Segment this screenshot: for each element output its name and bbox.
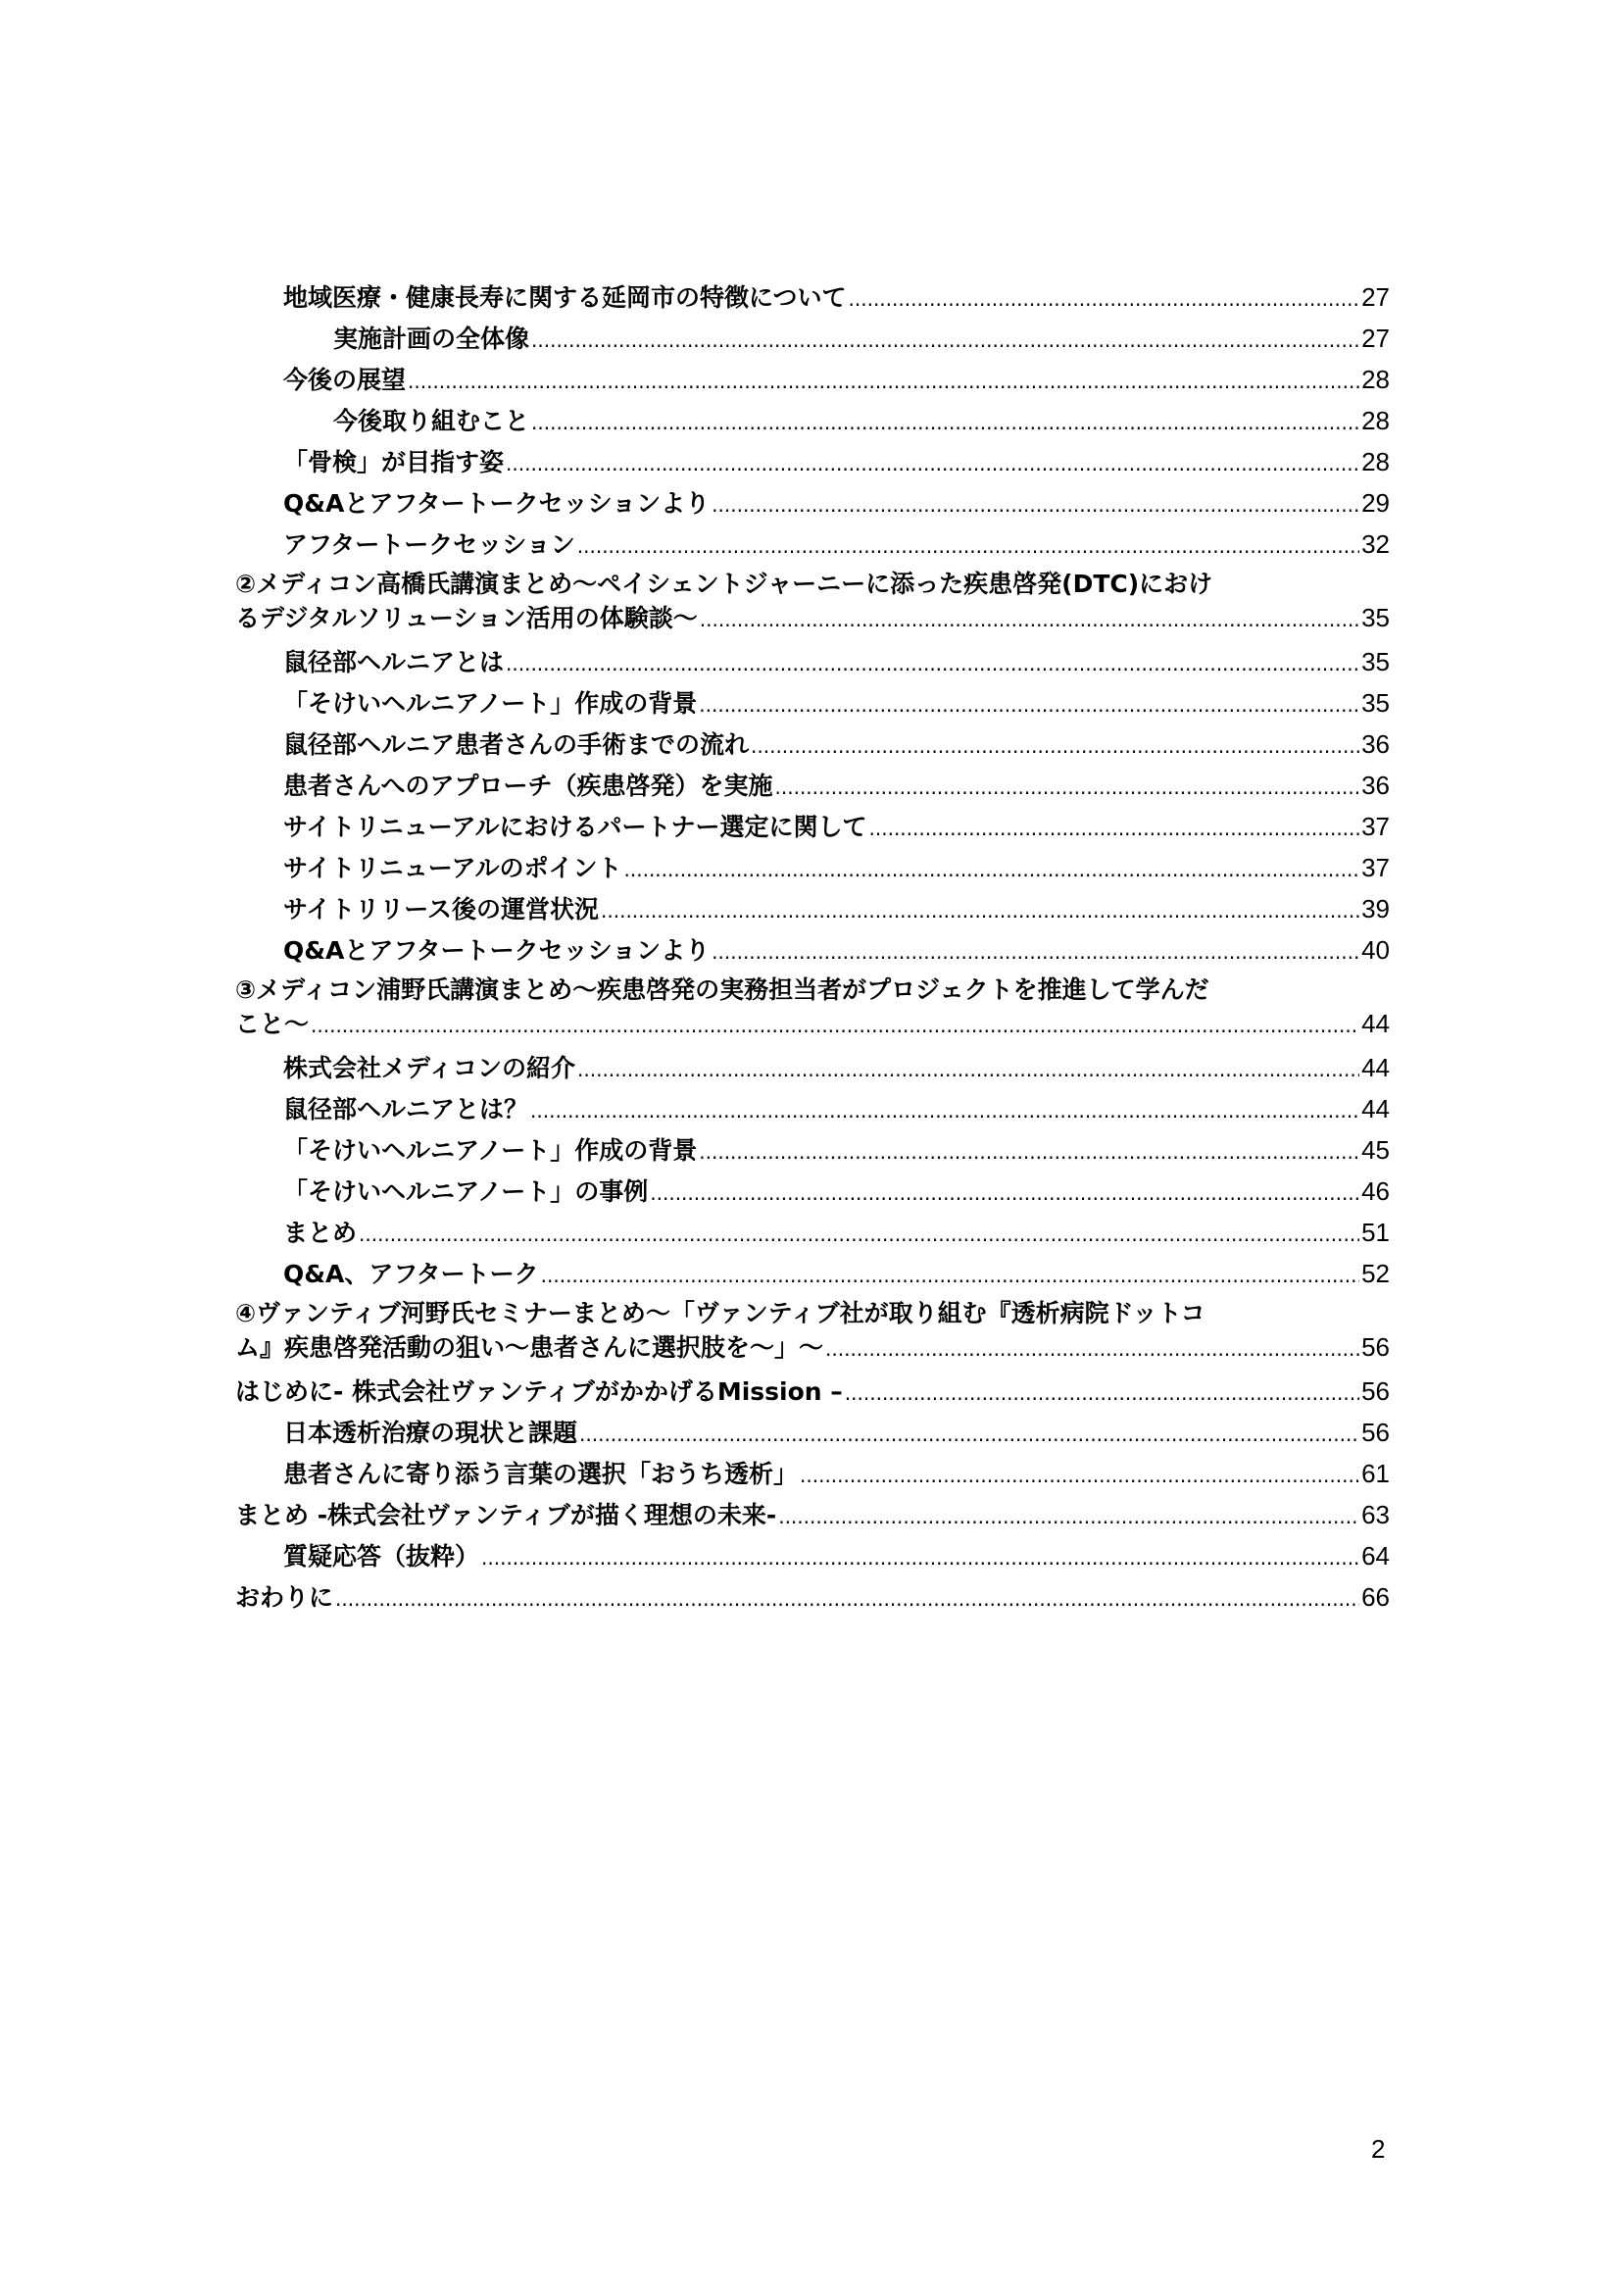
toc-entry-title: Q&Aとアフタートークセッションより [283, 489, 711, 518]
toc-entry-title: はじめに- 株式会社ヴァンティブがかかげるMission – [235, 1377, 843, 1406]
toc-entry-title: 今後の展望 [283, 366, 407, 394]
dot-leader [577, 525, 1359, 567]
toc-entry-page: 28 [1361, 365, 1390, 394]
toc-entry-title: 「骨検」が目指す姿 [283, 448, 505, 476]
dot-leader [506, 443, 1359, 484]
dot-leader [601, 890, 1359, 931]
toc-entry-title: 日本透析治療の現状と課題 [283, 1419, 578, 1447]
toc-entry[interactable] [235, 1047, 1390, 1088]
toc-entry-page: 61 [1361, 1459, 1390, 1488]
toc-entry-section-4[interactable] [235, 1294, 1390, 1371]
toc-entry[interactable] [235, 1453, 1390, 1494]
toc-entry-page: 36 [1361, 729, 1390, 759]
toc-entry-title: おわりに [235, 1583, 334, 1612]
toc-entry-title: 質疑応答（抜粋） [283, 1542, 480, 1571]
toc-entry-page: 35 [1361, 647, 1390, 676]
toc-entry-page: 44 [1361, 1094, 1390, 1123]
toc-entry[interactable] [235, 1576, 1390, 1618]
toc-entry-page: 45 [1361, 1135, 1390, 1165]
toc-entry-title: 株式会社メディコンの紹介 [283, 1054, 576, 1082]
toc-entry-section-2[interactable] [235, 565, 1390, 641]
toc-entry[interactable] [235, 400, 1390, 441]
toc-entry-page: 29 [1361, 488, 1390, 518]
toc-entry-page: 39 [1361, 894, 1390, 923]
toc-entry[interactable] [235, 276, 1390, 318]
dot-leader [869, 808, 1360, 849]
toc-entry-title: 患者さんへのアプローチ（疾患啓発）を実施 [283, 772, 773, 800]
dot-leader [531, 402, 1359, 443]
toc-entry-page: 37 [1361, 853, 1390, 882]
toc-entry-page: 27 [1361, 282, 1390, 312]
dot-leader [849, 278, 1360, 320]
toc-entry-title: こと～ [235, 1010, 310, 1038]
toc-entry-page: 66 [1361, 1582, 1390, 1612]
toc-entry[interactable] [235, 888, 1390, 929]
toc-entry[interactable] [235, 1412, 1390, 1453]
toc-entry-title: 鼠径部ヘルニアとは [283, 648, 505, 676]
toc-entry-page: 35 [1361, 603, 1390, 632]
toc-entry-page: 52 [1361, 1259, 1390, 1288]
toc-entry[interactable] [235, 1494, 1390, 1535]
toc-entry[interactable] [235, 1253, 1390, 1294]
toc-entry-page: 44 [1361, 1009, 1390, 1038]
toc-entry[interactable] [235, 1212, 1390, 1253]
toc-entry-title: サイトリリース後の運営状況 [283, 895, 600, 923]
dot-leader [775, 767, 1360, 808]
toc-entry[interactable] [235, 765, 1390, 806]
dot-leader [700, 603, 1359, 636]
toc-entry-section-3[interactable] [235, 971, 1390, 1047]
toc-entry-title: Q&A、アフタートーク [283, 1260, 539, 1288]
toc-entry-page: 51 [1361, 1218, 1390, 1247]
toc-entry-page: 28 [1361, 406, 1390, 435]
toc-entry[interactable] [235, 1129, 1390, 1171]
dot-leader [335, 1578, 1359, 1620]
toc-entry[interactable] [235, 1088, 1390, 1129]
toc-entry[interactable] [235, 847, 1390, 888]
dot-leader [541, 1255, 1359, 1296]
dot-leader [712, 931, 1359, 973]
dot-leader [712, 484, 1359, 525]
dot-leader [359, 1214, 1359, 1255]
dot-leader [577, 1049, 1359, 1090]
toc-entry-title-line1: ②メディコン高橋氏講演まとめ～ペイシェントジャーニーに添った疾患啓発(DTC)におけ [235, 570, 1213, 598]
dot-leader [579, 1414, 1359, 1455]
toc-entry[interactable] [235, 724, 1390, 765]
dot-leader [530, 1090, 1359, 1131]
toc-entry[interactable] [235, 359, 1390, 400]
dot-leader [481, 1537, 1359, 1578]
toc-entry-page: 37 [1361, 812, 1390, 841]
toc-entry-page: 40 [1361, 935, 1390, 965]
dot-leader [699, 1131, 1359, 1173]
toc-entry-title: サイトリニューアルにおけるパートナー選定に関して [283, 813, 867, 841]
dot-leader [699, 684, 1359, 725]
toc-entry-page: 28 [1361, 447, 1390, 476]
toc-entry-page: 56 [1361, 1376, 1390, 1406]
dot-leader [845, 1373, 1359, 1414]
dot-leader [311, 1009, 1359, 1042]
toc-entry-page: 32 [1361, 529, 1390, 559]
dot-leader [506, 643, 1359, 684]
toc-entry-title: 実施計画の全体像 [333, 324, 530, 353]
toc-entry-title: アフタートークセッション [283, 530, 575, 559]
page-number: 2 [1371, 2134, 1386, 2164]
toc-entry-page: 56 [1361, 1332, 1390, 1362]
toc-entry-title-line1: ③メディコン浦野氏講演まとめ～疾患啓発の実務担当者がプロジェクトを推進して学んだ [235, 975, 1209, 1004]
dot-leader [778, 1496, 1359, 1537]
toc-entry-title: まとめ [283, 1219, 358, 1247]
dot-leader [825, 1332, 1359, 1366]
toc-entry-page: 44 [1361, 1053, 1390, 1082]
toc-entry[interactable] [235, 682, 1390, 724]
toc-entry-title: サイトリニューアルのポイント [283, 854, 622, 882]
toc-entry-title: 地域医療・健康長寿に関する延岡市の特徴について [283, 283, 847, 312]
toc-entry[interactable] [235, 482, 1390, 524]
toc-entry-page: 27 [1361, 324, 1390, 353]
toc-entry[interactable] [235, 1371, 1390, 1412]
toc-entry-page: 56 [1361, 1418, 1390, 1447]
toc-entry-title: 患者さんに寄り添う言葉の選択「おうち透析」 [283, 1460, 799, 1488]
dot-leader [650, 1173, 1359, 1214]
toc-entry-title-line1: ④ヴァンティブ河野氏セミナーまとめ～「ヴァンティブ社が取り組む『透析病院ドットコ [235, 1299, 1205, 1327]
toc-entry-page: 64 [1361, 1541, 1390, 1571]
toc-entry-title: 「そけいヘルニアノート」作成の背景 [283, 1136, 698, 1165]
toc-entry-page: 36 [1361, 771, 1390, 800]
toc-entry[interactable] [235, 441, 1390, 482]
toc-entry-title: 鼠径部ヘルニア患者さんの手術までの流れ [283, 730, 750, 759]
dot-leader [751, 725, 1359, 767]
dot-leader [531, 320, 1359, 361]
toc-entry[interactable] [235, 1171, 1390, 1212]
dot-leader [624, 849, 1360, 890]
dot-leader [408, 361, 1359, 402]
toc-entry-title: るデジタルソリューション活用の体験談～ [235, 604, 698, 632]
toc-entry-title: 「そけいヘルニアノート」の事例 [283, 1177, 649, 1206]
toc-entry[interactable] [235, 1535, 1390, 1576]
toc-entry-title: 鼠径部ヘルニアとは？ [283, 1095, 529, 1123]
toc-entry[interactable] [235, 524, 1390, 565]
toc-entry-page: 35 [1361, 688, 1390, 718]
toc-entry-page: 63 [1361, 1500, 1390, 1529]
toc-entry[interactable] [235, 318, 1390, 359]
toc-entry-page: 46 [1361, 1176, 1390, 1206]
dot-leader [800, 1455, 1359, 1496]
toc-entry[interactable] [235, 641, 1390, 682]
toc-entry-title: 今後取り組むこと [333, 407, 530, 435]
toc-entry-title: Q&Aとアフタートークセッションより [283, 936, 711, 965]
toc-entry-title: ム』疾患啓発活動の狙い～患者さんに選択肢を～」～ [235, 1333, 824, 1362]
toc-entry-title: まとめ -株式会社ヴァンティブが描く理想の未来- [235, 1501, 777, 1529]
table-of-contents [235, 276, 1390, 1618]
toc-entry[interactable] [235, 806, 1390, 847]
toc-entry[interactable] [235, 929, 1390, 971]
toc-entry-title: 「そけいヘルニアノート」作成の背景 [283, 689, 698, 718]
